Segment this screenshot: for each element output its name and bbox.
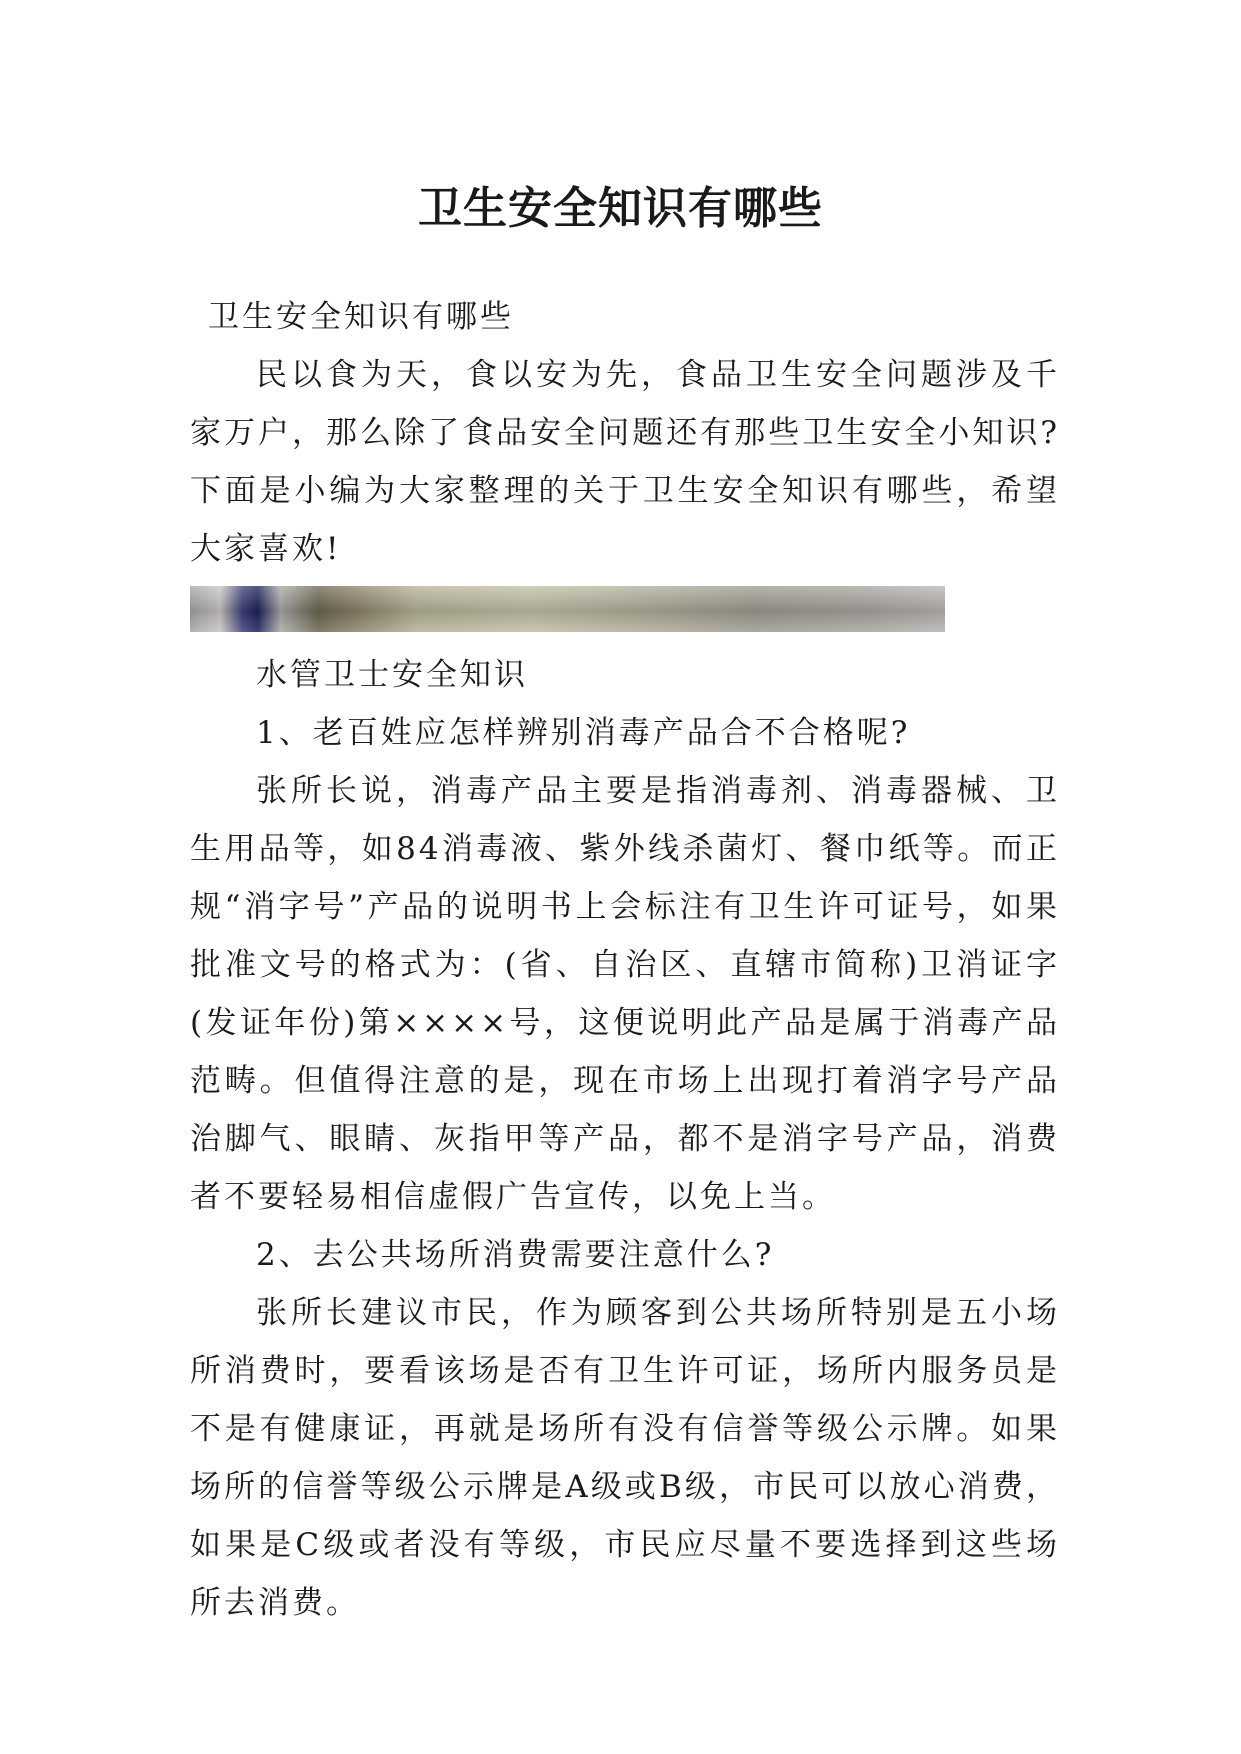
banner-image bbox=[190, 586, 945, 632]
intro-paragraph: 民以食为天，食以安为先，食品卫生安全问题涉及千家万户，那么除了食品安全问题还有那些卫生安全小知识?下面是小编为大家整理的关于卫生安全知识有哪些，希望大家喜欢! bbox=[190, 357, 1060, 567]
question-1: 1、老百姓应怎样辨别消毒产品合不合格呢? bbox=[256, 715, 911, 751]
document-subtitle: 卫生安全知识有哪些 bbox=[208, 299, 514, 335]
page-title: 卫生安全知识有哪些 bbox=[418, 183, 823, 235]
answer-1: 张所长说，消毒产品主要是指消毒剂、消毒器械、卫生用品等，如84消毒液、紫外线杀菌灯、餐巾纸等。而正规“消字号”产品的说明书上会标注有卫生许可证号，如果批准文号的格式为：(省、自治区、直辖市简称)卫消证字(发证年份)第××××号，这便说明此产品是属于消毒产品范畴。但值得注意的是，现在市场上出现打着消字号产品治脚气、眼睛、灰指甲等产品，都不是消字号产品，消费者不要轻易相信虚假广告宣传，以免上当。 bbox=[190, 773, 1060, 1215]
question-2: 2、去公共场所消费需要注意什么? bbox=[256, 1237, 775, 1273]
answer-2: 张所长建议市民，作为顾客到公共场所特别是五小场所消费时，要看该场是否有卫生许可证，场所内服务员是不是有健康证，再就是场所有没有信誉等级公示牌。如果场所的信誉等级公示牌是A级或B级，市民可以放心消费，如果是C级或者没有等级，市民应尽量不要选择到这些场所去消费。 bbox=[190, 1295, 1060, 1621]
document-body bbox=[190, 288, 1060, 1632]
section-heading: 水管卫士安全知识 bbox=[256, 657, 528, 693]
